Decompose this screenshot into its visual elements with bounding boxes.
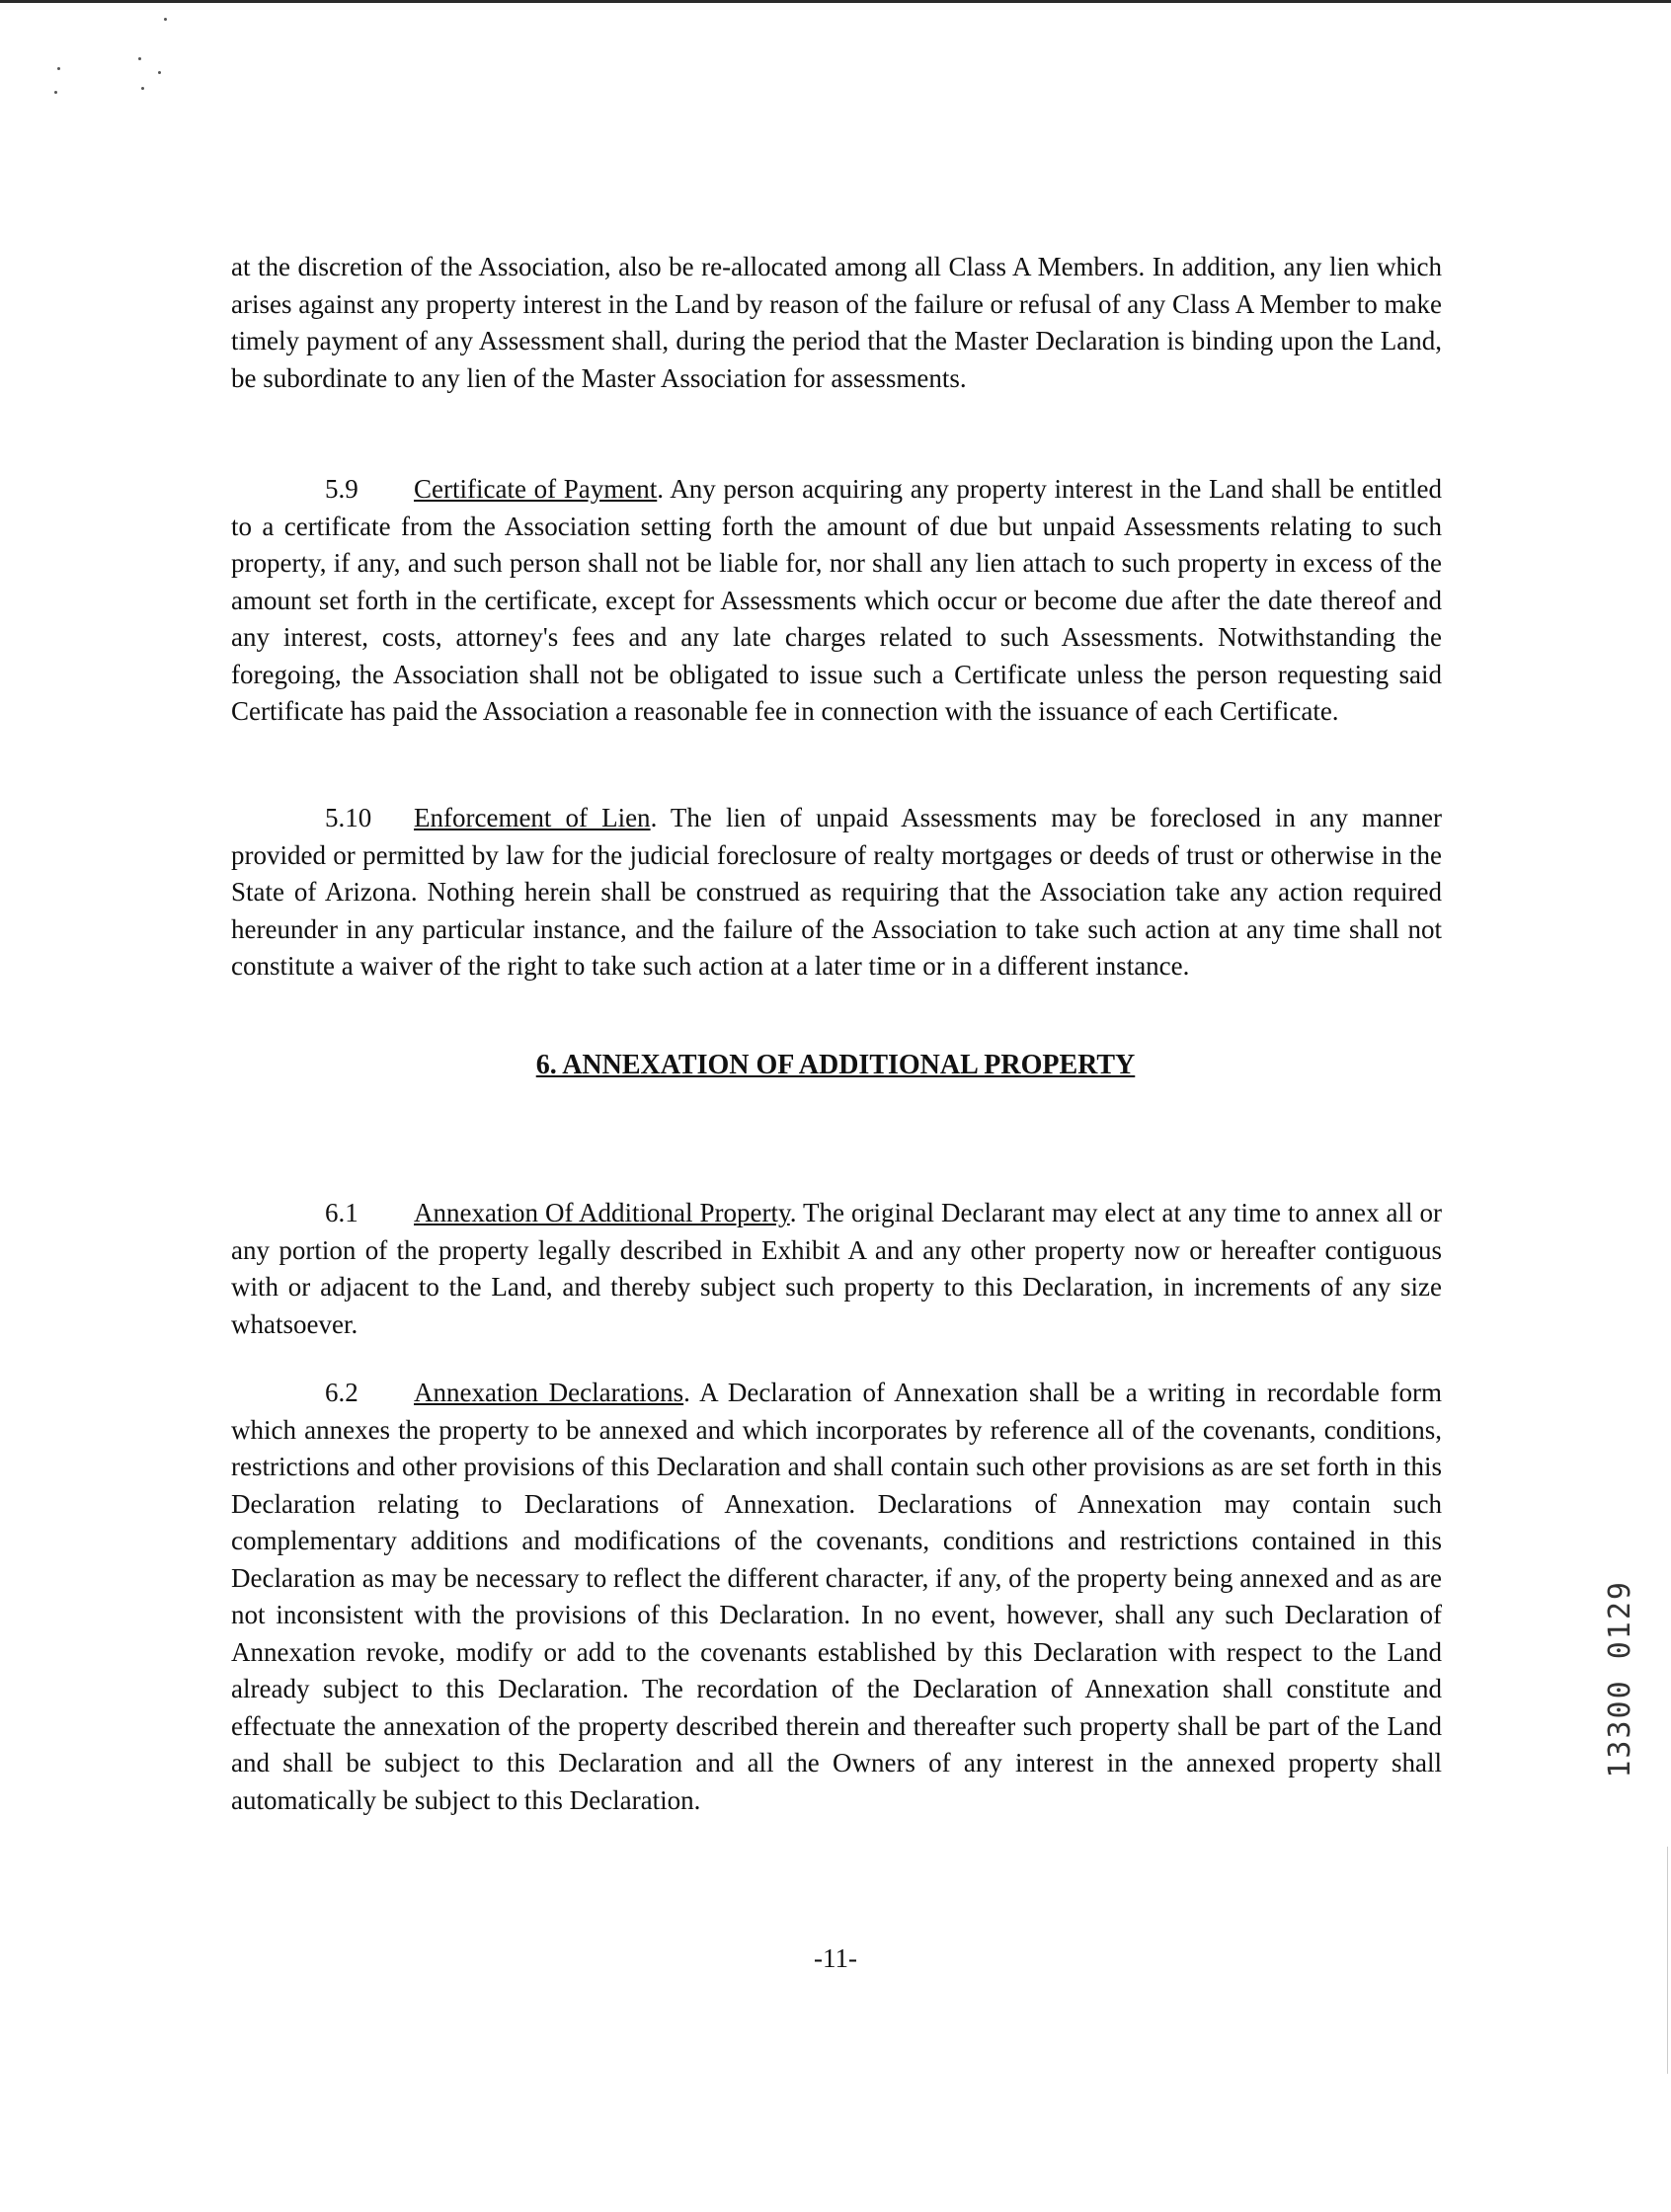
section-text: The lien of unpaid Assessments may be foreclosed in any manner provided or permitted by law for the judicial foreclosure of realty mortgages or deeds of trust or otherwise in the State of Arizona. Nothing herein shall be construed as requiring that the Association take any action required hereunder in any particular instance, and the failure of the Association to take such action at any time shall not constitute a waiver of the right to take such action at a later time or in a different instance. bbox=[231, 803, 1442, 981]
section-5-10: 5.10 Enforcement of Lien. The lien of unpaid Assessments may be foreclosed in any manner provided or permitted by law for the judicial foreclosure of realty mortgages or deeds of trust or otherwise in the State of Arizona. Nothing herein shall be construed as requiring that the Association take any action required hereunder in any particular instance, and the failure of the Association to take such action at any time shall not constitute a waiver of the right to take such action at a later time or in a different instance. bbox=[231, 800, 1442, 986]
section-6-2: 6.2 Annexation Declarations. A Declaration of Annexation shall be a writing in recordable form which annexes the property to be annexed and which incorporates by reference all of the covenants, conditions, restrictions and other provisions of this Declaration and shall contain such other provisions as are set forth in this Declaration relating to Declarations of Annexation. Declarations of Annexation may contain such complementary additions and modifications of the covenants, conditions and restrictions contained in this Declaration as may be necessary to reflect the different character, if any, of the property being annexed and as are not inconsistent with the provisions of this Declaration. In no event, however, shall any such Declaration of Annexation revoke, modify or add to the covenants established by this Declaration with respect to the Land already subject to this Declaration. The recordation of the Declaration of Annexation shall constitute and effectuate the annexation of the property described therein and thereafter such property shall be part of the Land and shall be subject to this Declaration and all the Owners of any interest in the annexed property shall automatically be subject to this Declaration. bbox=[231, 1375, 1442, 1819]
page-number: -11- bbox=[814, 1943, 857, 1973]
section-title: Enforcement of Lien bbox=[414, 803, 651, 832]
section-title: Certificate of Payment bbox=[414, 474, 658, 504]
scan-speck bbox=[57, 67, 60, 70]
page-top-edge bbox=[0, 0, 1671, 3]
scan-speck bbox=[164, 18, 167, 21]
section-6-1: 6.1 Annexation Of Additional Property. The original Declarant may elect at any time to annex all or any portion of the property legally described in Exhibit A and any other property now or hereafter contiguous with or adjacent to the Land, and thereby subject such property to this Declaration, in increments of any size whatsoever. bbox=[231, 1195, 1442, 1343]
section-text: The original Declarant may elect at any time to annex all or any portion of the property legally described in Exhibit A and any other property now or hereafter contiguous with or adjacent to the Land, and thereby subject such property to this Declaration, in increments of any size whatsoever. bbox=[231, 1198, 1442, 1339]
section-title: Annexation Of Additional Property bbox=[414, 1198, 790, 1227]
section-number: 6.1 bbox=[325, 1198, 358, 1227]
section-title: Annexation Declarations bbox=[414, 1378, 684, 1407]
scan-speck bbox=[141, 87, 144, 90]
section-text: Any person acquiring any property interest in the Land shall be entitled to a certificate from the Association setting forth the amount of due but unpaid Assessments relating to such property, if any, and such person shall not be liable for, nor shall any lien attach to such property in excess of the amount set forth in the certificate, except for Assessments which occur or become due after the date thereof and any interest, costs, attorney's fees and any late charges related to such Assessments. Notwithstanding the foregoing, the Association shall not be obligated to issue such a Certificate unless the person requesting said Certificate has paid the Association a reasonable fee in connection with the issuance of each Certificate. bbox=[231, 474, 1443, 726]
section-number: 5.9 bbox=[325, 474, 358, 504]
section-heading-6: 6. ANNEXATION OF ADDITIONAL PROPERTY bbox=[535, 1050, 1136, 1080]
section-number: 6.2 bbox=[325, 1378, 358, 1407]
scan-speck bbox=[158, 71, 161, 74]
scan-speck bbox=[138, 57, 141, 60]
section-number: 5.10 bbox=[325, 803, 372, 832]
paragraph-5-8-continued bbox=[231, 249, 1442, 397]
paragraph-text: at the discretion of the Association, also be re-allocated among all Class A Members. In addition, any lien which arises against any property interest in the Land by reason of the failure or refusal of any Class A Member to make timely payment of any Assessment shall, during the period that the Master Declaration is binding upon the Land, be subordinate to any lien of the Master Association for assessments. bbox=[231, 252, 1442, 393]
section-5-9: 5.9 Certificate of Payment. Any person acquiring any property interest in the Land shall be entitled to a certificate from the Association setting forth the amount of due but unpaid Assessments relating to such property, if any, and such person shall not be liable for, nor shall any lien attach to such property in excess of the amount set forth in the certificate, except for Assessments which occur or become due after the date thereof and any interest, costs, attorney's fees and any late charges related to such Assessments. Notwithstanding the foregoing, the Association shall not be obligated to issue such a Certificate unless the person requesting said Certificate has paid the Association a reasonable fee in connection with the issuance of each Certificate. bbox=[231, 471, 1442, 731]
section-text: A Declaration of Annexation shall be a writing in recordable form which annexes the property to be annexed and which incorporates by reference all of the covenants, conditions, restrictions and other provisions of this Declaration and shall contain such other provisions as are set forth in this Declaration relating to Declarations of Annexation. Declarations of Annexation may contain such complementary additions and modifications of the covenants, conditions and restrictions contained in this Declaration as may be necessary to reflect the different character, if any, of the property being annexed and as are not inconsistent with the provisions of this Declaration. In no event, however, shall any such Declaration of Annexation revoke, modify or add to the covenants established by this Declaration with respect to the Land already subject to this Declaration. The recordation of the Declaration of Annexation shall constitute and effectuate the annexation of the property described therein and thereafter such property shall be part of the Land and shall be subject to this Declaration and all the Owners of any interest in the annexed property shall automatically be subject to this Declaration. bbox=[231, 1378, 1443, 1815]
scan-speck bbox=[54, 91, 57, 94]
recording-number: 13300 0129 bbox=[1603, 1580, 1637, 1778]
scan-edge-line bbox=[1667, 1847, 1668, 2074]
